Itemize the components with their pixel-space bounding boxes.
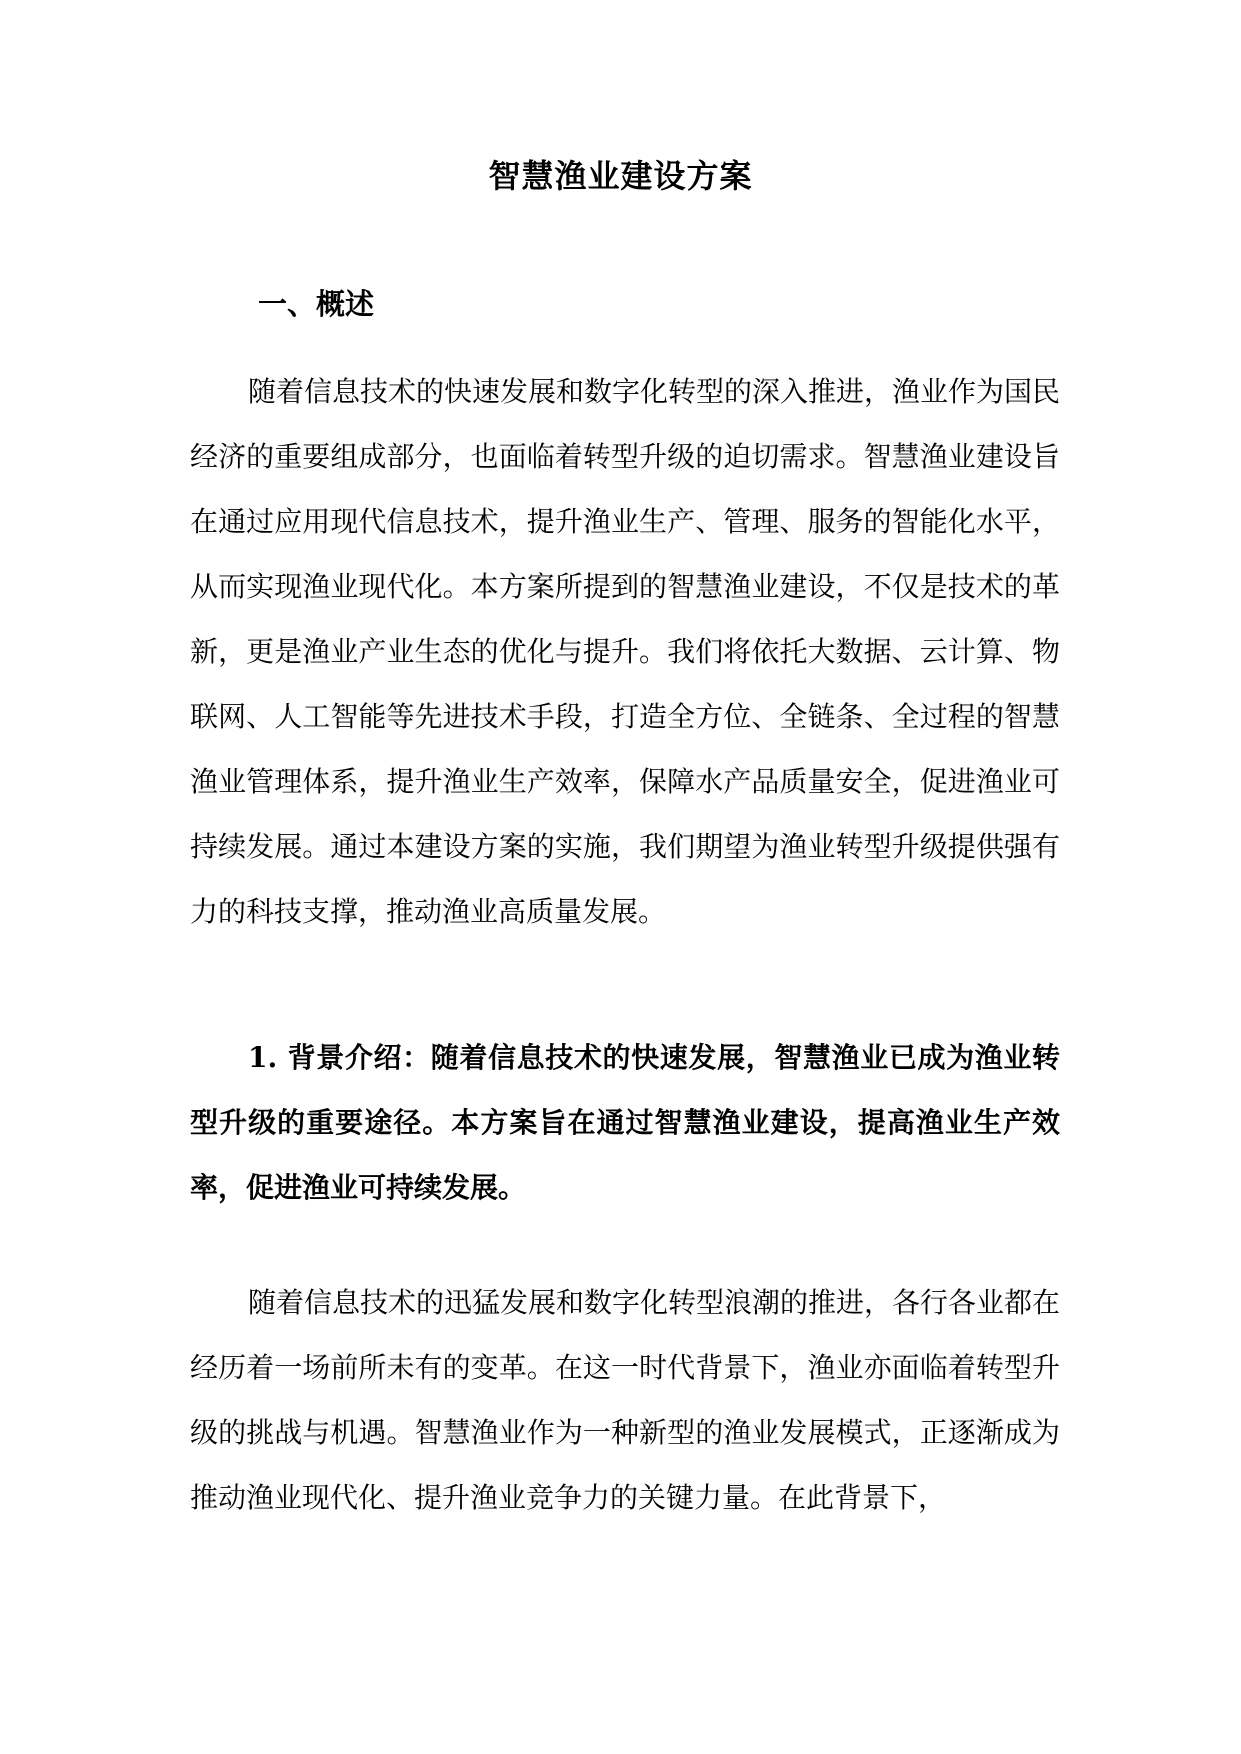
paragraph-background: 随着信息技术的迅猛发展和数字化转型浪潮的推进，各行各业都在经历着一场前所未有的变革。在这一时代背景下，渔业亦面临着转型升级的挑战与机遇。智慧渔业作为一种新型的渔业发展模式，正逐渐成为推动渔业现代化、提升渔业竞争力的关键力量。在此背景下， [190, 1286, 1061, 1514]
paragraph-background-bold: 1. 背景介绍：随着信息技术的快速发展，智慧渔业已成为渔业转型升级的重要途径。本方案旨在通过智慧渔业建设，提高渔业生产效率，促进渔业可持续发展。 [190, 1041, 1060, 1204]
section-heading-overview: 一、概述 [258, 287, 375, 321]
paragraph-overview: 随着信息技术的快速发展和数字化转型的深入推进，渔业作为国民经济的重要组成部分，也面临着转型升级的迫切需求。智慧渔业建设旨在通过应用现代信息技术，提升渔业生产、管理、服务的智能化水平，从而实现渔业现代化。本方案所提到的智慧渔业建设，不仅是技术的革新，更是渔业产业生态的优化与提升。我们将依托大数据、云计算、物联网、人工智能等先进技术手段，打造全方位、全链条、全过程的智慧渔业管理体系，提升渔业生产效率，保障水产品质量安全，促进渔业可持续发展。通过本建设方案的实施，我们期望为渔业转型升级提供强有力的科技支撑，推动渔业高质量发展。 [190, 375, 1061, 928]
document-title: 智慧渔业建设方案 [488, 157, 753, 195]
